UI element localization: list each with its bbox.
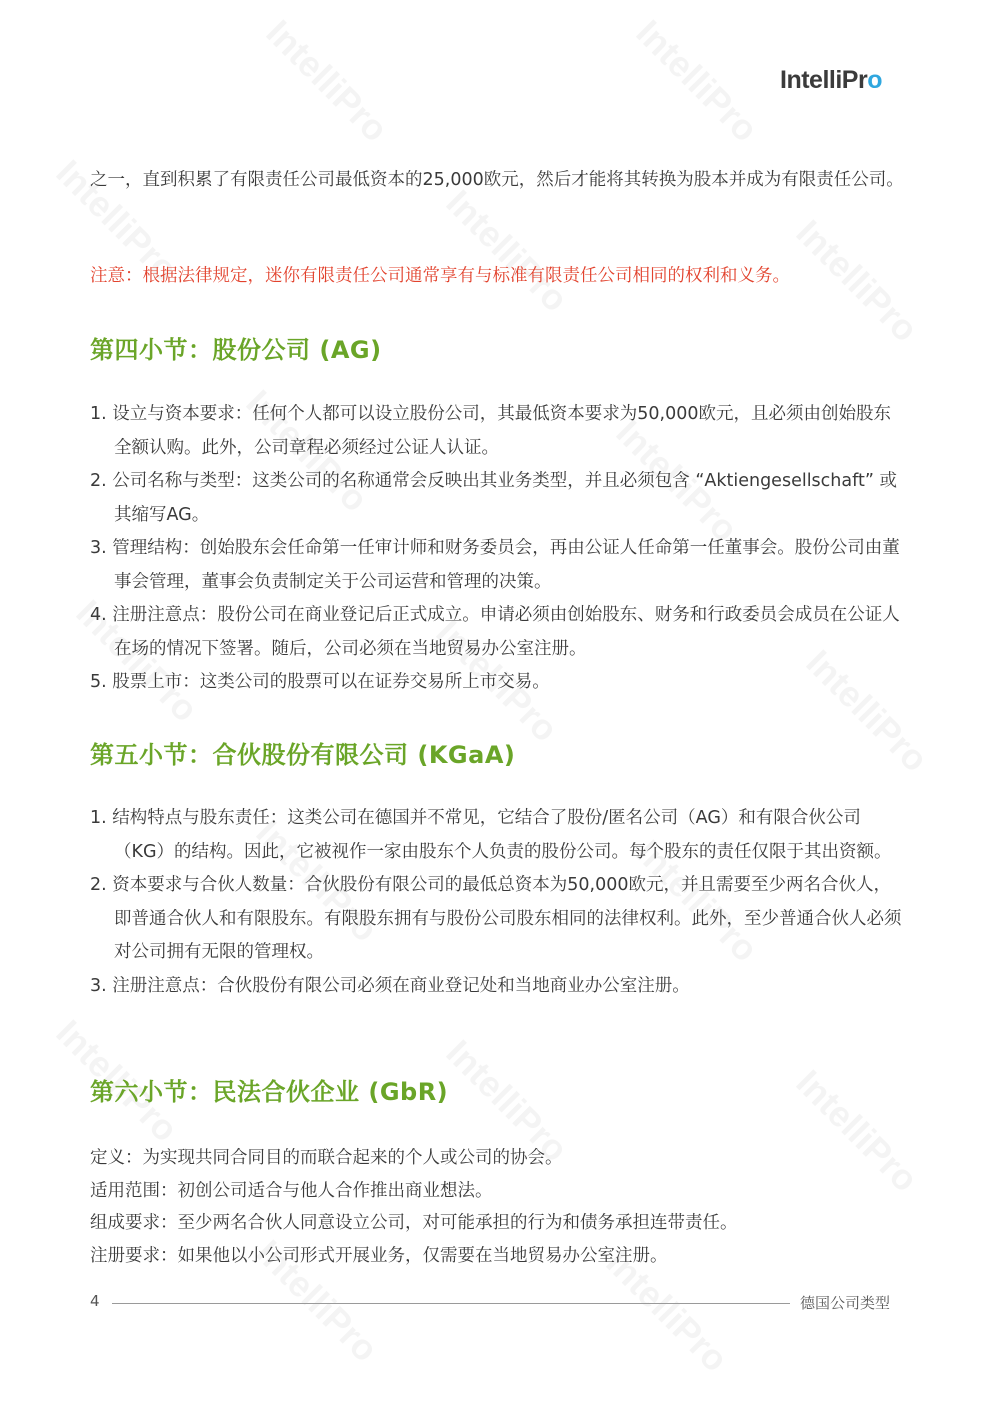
logo-accent-letter: o — [867, 66, 882, 94]
section4-list — [90, 398, 906, 700]
intellipro-logo — [780, 66, 882, 95]
list-item: 2. 公司名称与类型：这类公司的名称通常会反映出其业务类型，并且必须包含 “Aktiengesellschaft” 或其缩写AG。 — [90, 471, 897, 525]
section5-heading: 第五小节：合伙股份有限公司 (KGaA) — [90, 741, 516, 769]
section4-heading: 第四小节：股份公司 (AG) — [90, 336, 382, 364]
list-item: 2. 资本要求与合伙人数量：合伙股份有限公司的最低总资本为50,000欧元，并且需要至少两名合伙人，即普通合伙人和有限股东。有限股东拥有与股份公司股东相同的法律权利。此外，至少普通合伙人必须对公司拥有无限的管理权。 — [90, 875, 902, 962]
registration-line: 注册要求：如果他以小公司形式开展业务，仅需要在当地贸易办公室注册。 — [90, 1245, 668, 1266]
composition-line: 组成要求：至少两名合伙人同意设立公司，对可能承担的行为和债务承担连带责任。 — [90, 1213, 738, 1233]
intro-paragraph: 之一，直到积累了有限责任公司最低资本的25,000欧元，然后才能将其转换为股本并成为有限责任公司。 — [90, 170, 904, 190]
list-item: 3. 注册注意点：合伙股份有限公司必须在商业登记处和当地商业办公室注册。 — [90, 975, 690, 996]
list-item: 1. 结构特点与股东责任：这类公司在德国并不常见，它结合了股份/匿名公司（AG）和有限合伙公司（KG）的结构。因此，它被视作一家由股东个人负责的股份公司。每个股东的责任仅限于其出资额。 — [90, 808, 892, 862]
logo-text: IntelliPr — [780, 66, 868, 94]
scope-line: 适用范围：初创公司适合与他人合作推出商业想法。 — [90, 1180, 493, 1201]
footer-divider — [112, 1303, 790, 1304]
section5-list — [90, 802, 906, 1003]
legal-note: 注意：根据法律规定，迷你有限责任公司通常享有与标准有限责任公司相同的权利和义务。 — [90, 266, 790, 286]
watermark — [438, 182, 577, 321]
list-item: 1. 设立与资本要求：任何个人都可以设立股份公司，其最低资本要求为50,000欧元，且必须由创始股东全额认购。此外，公司章程必须经过公证人认证。 — [90, 404, 891, 458]
section6-body — [90, 1142, 910, 1272]
watermark — [628, 12, 767, 151]
section6-heading: 第六小节：民法合伙企业 (GbR) — [90, 1078, 449, 1106]
footer-doc-title: 德国公司类型 — [800, 1294, 891, 1312]
definition-line: 定义：为实现共同合同目的而联合起来的个人或公司的协会。 — [90, 1148, 563, 1168]
page-number: 4 — [90, 1292, 100, 1310]
watermark — [258, 12, 397, 151]
list-item: 5. 股票上市：这类公司的股票可以在证券交易所上市交易。 — [90, 672, 550, 692]
list-item: 3. 管理结构：创始股东会任命第一任审计师和财务委员会，再由公证人任命第一任董事会。股份公司由董事会管理，董事会负责制定关于公司运营和管理的决策。 — [90, 538, 900, 592]
list-item: 4. 注册注意点：股份公司在商业登记后正式成立。申请必须由创始股东、财务和行政委员会成员在公证人在场的情况下签署。随后，公司必须在当地贸易办公室注册。 — [90, 605, 900, 659]
